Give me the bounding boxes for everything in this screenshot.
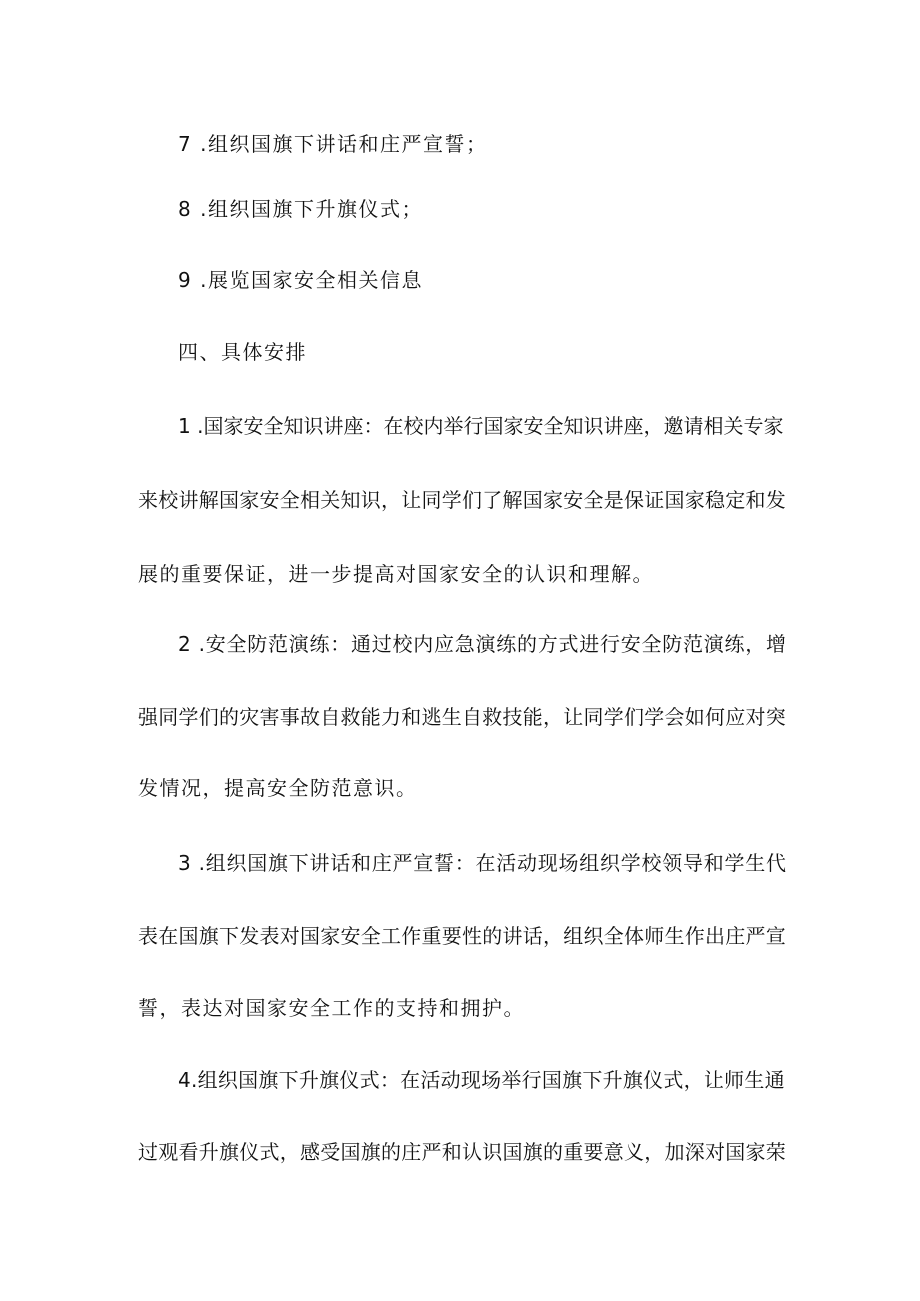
paragraph-line: 3 .组织国旗下讲话和庄严宣誓：在活动现场组织学校领导和学生代 — [178, 851, 787, 875]
paragraph-line: 2 .安全防范演练：通过校内应急演练的方式进行安全防范演练，增 — [178, 632, 787, 656]
paragraph-line: 展的重要保证，进一步提高对国家安全的认识和理解。 — [138, 562, 654, 586]
paragraph-line: 4.组织国旗下升旗仪式：在活动现场举行国旗下升旗仪式，让师生通 — [178, 1068, 785, 1092]
paragraph-line: 强同学们的灾害事故自救能力和逃生自救技能，让同学们学会如何应对突 — [138, 705, 786, 729]
paragraph-line: 发情况，提高安全防范意识。 — [138, 776, 418, 800]
section-heading: 四、具体安排 — [178, 340, 307, 364]
paragraph-line: 誓，表达对国家安全工作的支持和拥护。 — [138, 996, 525, 1020]
paragraph-line: 1 .国家安全知识讲座：在校内举行国家安全知识讲座，邀请相关专家 — [178, 414, 784, 438]
list-item: 8 .组织国旗下升旗仪式； — [178, 197, 423, 221]
list-item: 9 .展览国家安全相关信息 — [178, 268, 423, 292]
paragraph-line: 过观看升旗仪式，感受国旗的庄严和认识国旗的重要意义，加深对国家荣 — [138, 1140, 786, 1164]
list-item: 7 .组织国旗下讲话和庄严宣誓； — [178, 132, 488, 156]
paragraph-line: 来校讲解国家安全相关知识，让同学们了解国家安全是保证国家稳定和发 — [138, 488, 786, 512]
paragraph-line: 表在国旗下发表对国家安全工作重要性的讲话，组织全体师生作出庄严宣 — [138, 924, 786, 948]
